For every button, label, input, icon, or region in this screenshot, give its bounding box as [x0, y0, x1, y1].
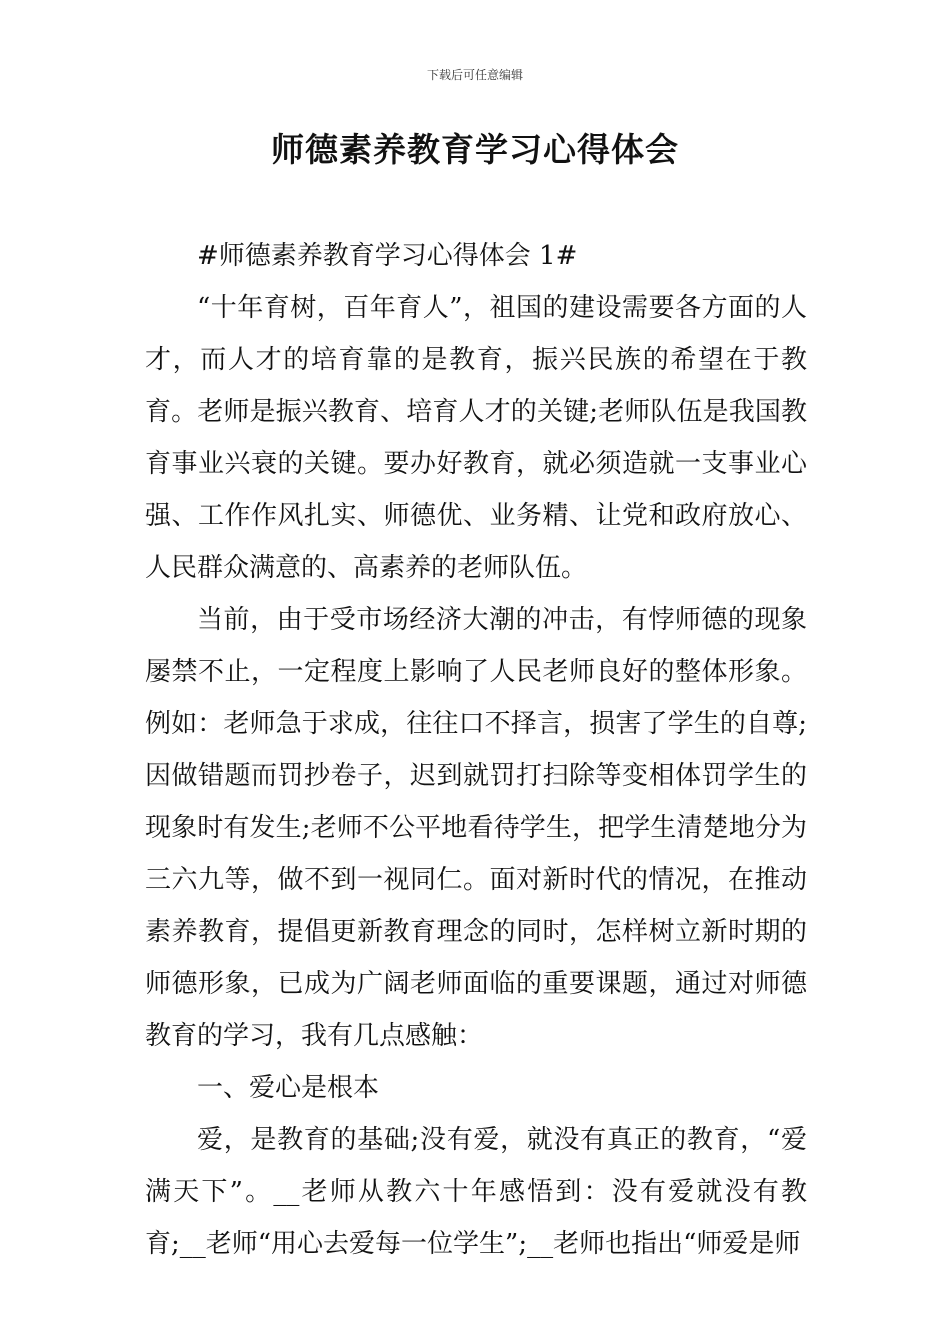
header-note: 下载后可任意编辑: [426, 68, 523, 82]
document-body: [145, 230, 807, 1270]
subheading: 一、爱心是根本: [197, 1073, 380, 1103]
section-heading: #师德素养教育学习心得体会 1#: [197, 241, 578, 271]
paragraph: 爱，是教育的基础;没有爱，就没有真正的教育，“爱满天下”。__老师从教六十年感悟到：没有爱就没有教育;__老师“用心去爱每一位学生”;__老师也指出“师爱是师: [145, 1125, 807, 1259]
paragraph: “十年育树，百年育人”，祖国的建设需要各方面的人才，而人才的培育靠的是教育，振兴民族的希望在于教育。老师是振兴教育、培育人才的关键;老师队伍是我国教育事业兴衰的关键。要办好教育，就必须造就一支事业心强、工作作风扎实、师德优、业务精、让党和政府放心、人民群众满意的、高素养的老师队伍。: [145, 293, 807, 583]
paragraph: 当前，由于受市场经济大潮的冲击，有悖师德的现象屡禁不止，一定程度上影响了人民老师良好的整体形象。例如：老师急于求成，往往口不择言，损害了学生的自尊;因做错题而罚抄卷子，迟到就罚打扫除等变相体罚学生的现象时有发生;老师不公平地看待学生，把学生清楚地分为三六九等，做不到一视同仁。面对新时代的情况，在推动素养教育，提倡更新教育理念的同时，怎样树立新时期的师德形象，已成为广阔老师面临的重要课题，通过对师德教育的学习，我有几点感触：: [145, 605, 807, 1051]
document-title: 师德素养教育学习心得体会: [271, 130, 679, 169]
